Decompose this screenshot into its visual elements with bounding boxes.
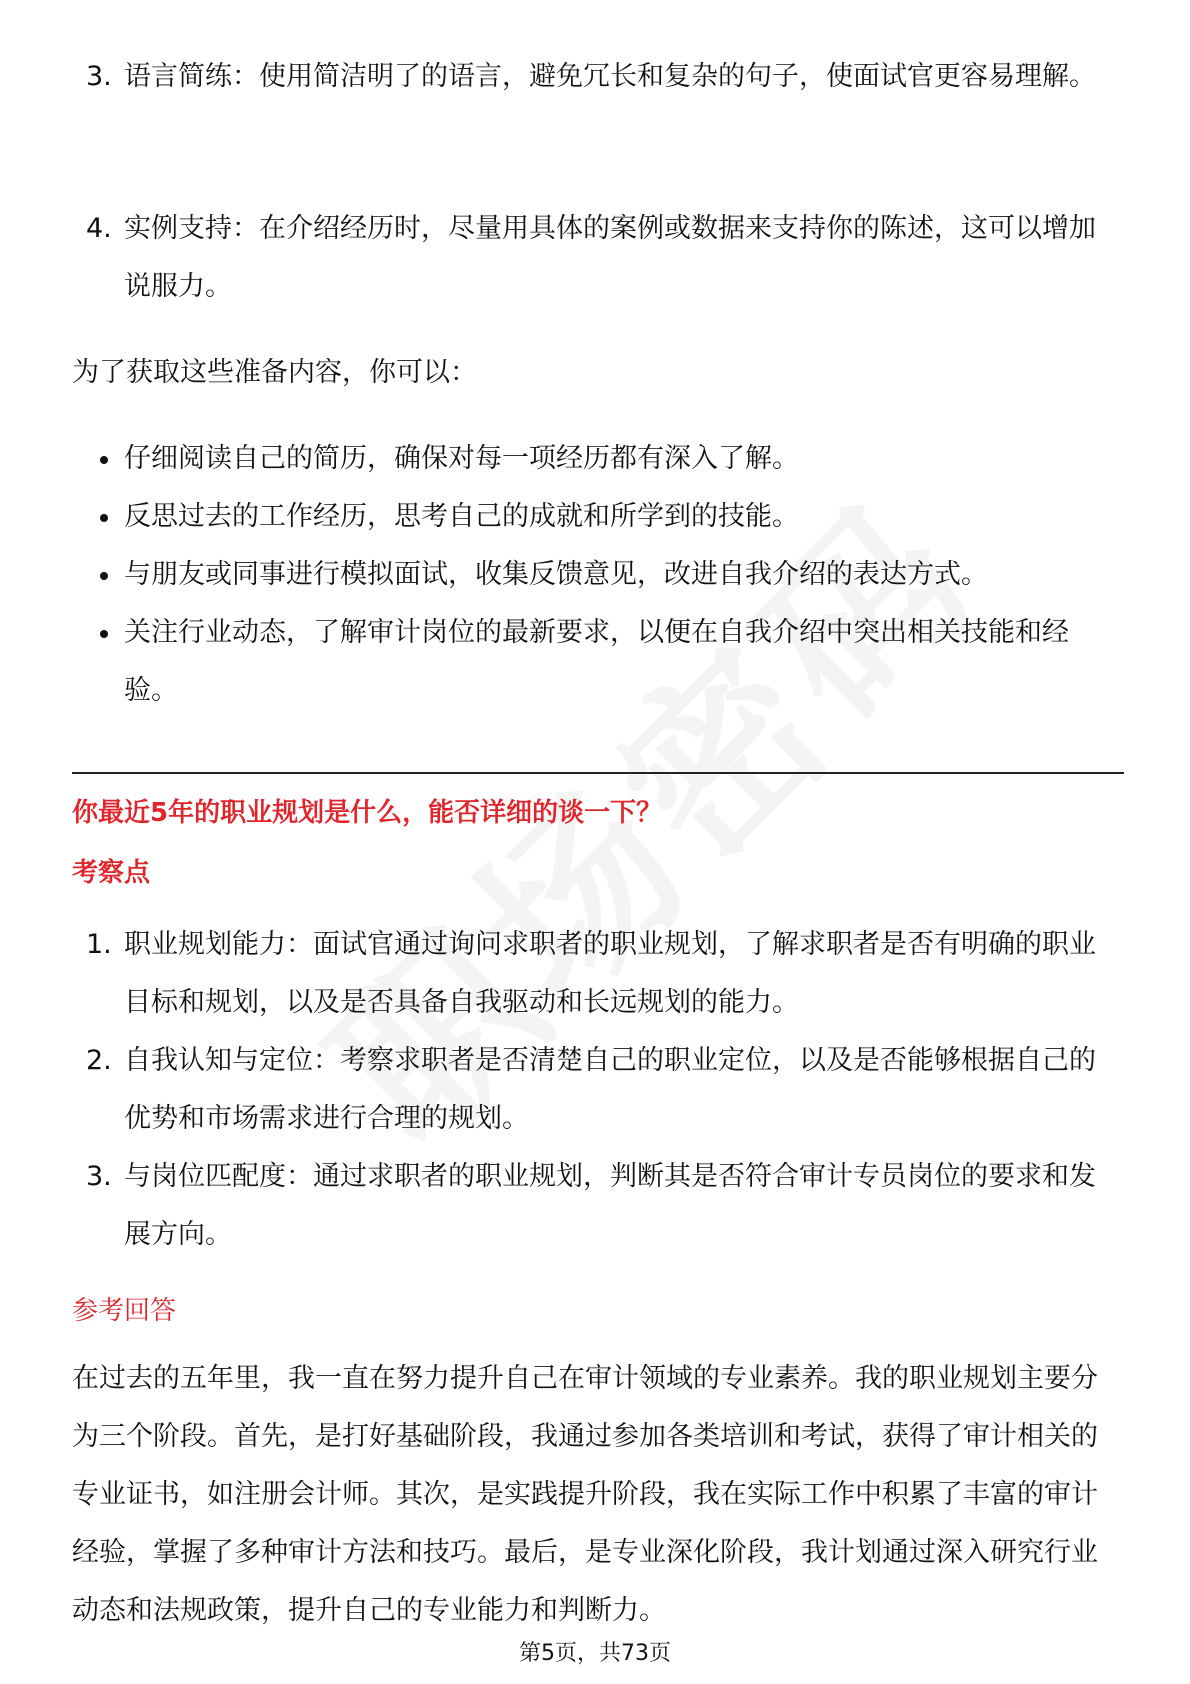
list-item <box>72 430 1122 488</box>
list-number: 3. <box>86 61 112 92</box>
answer-paragraph: 在过去的五年里，我一直在努力提升自己在审计领域的专业素养。我的职业规划主要分为三个阶段。首先，是打好基础阶段，我通过参加各类培训和考试，获得了审计相关的专业证书，如注册会计师。其次，是实践提升阶段，我在实际工作中积累了丰富的审计经验，掌握了多种审计方法和技巧。最后，是专业深化阶段，我计划通过深入研究行业动态和法规政策，提升自己的专业能力和判断力。 <box>72 1363 1098 1626</box>
bullet-dot <box>100 572 108 580</box>
list-text: 仔细阅读自己的简历，确保对每一项经历都有深入了解。 <box>124 443 799 474</box>
list-item <box>72 1032 1122 1148</box>
list-item <box>72 916 1122 1032</box>
prep-intro: 为了获取这些准备内容，你可以： <box>72 357 477 388</box>
list-number: 3. <box>86 1161 112 1192</box>
list-item <box>72 1148 1122 1264</box>
list-text: 语言简练：使用简洁明了的语言，避免冗长和复杂的句子，使面试官更容易理解。 <box>124 61 1096 92</box>
question-heading: 你最近5年的职业规划是什么，能否详细的谈一下？ <box>72 798 663 828</box>
list-item <box>72 604 1122 720</box>
answer-heading: 参考回答 <box>72 1296 177 1326</box>
bullet-dot <box>100 514 108 522</box>
list-text: 与岗位匹配度：通过求职者的职业规划，判断其是否符合审计专员岗位的要求和发展方向。 <box>124 1161 1096 1250</box>
list-number: 2. <box>86 1045 112 1076</box>
list-number: 4. <box>86 213 112 244</box>
page-footer: 第5页，共73页 <box>519 1641 671 1666</box>
list-text: 关注行业动态，了解审计岗位的最新要求，以便在自我介绍中突出相关技能和经验。 <box>124 617 1069 706</box>
section-divider <box>72 772 1124 774</box>
list-item <box>72 546 1122 604</box>
list-number: 1. <box>86 929 112 960</box>
list-text: 职业规划能力：面试官通过询问求职者的职业规划，了解求职者是否有明确的职业目标和规划，以及是否具备自我驱动和长远规划的能力。 <box>124 929 1096 1018</box>
focus-heading: 考察点 <box>72 858 151 888</box>
list-item <box>72 200 1122 316</box>
list-text: 实例支持：在介绍经历时，尽量用具体的案例或数据来支持你的陈述，这可以增加说服力。 <box>124 213 1096 302</box>
bullet-dot <box>100 630 108 638</box>
bullet-dot <box>100 456 108 464</box>
prep-bullet-list <box>72 430 1122 720</box>
list-text: 自我认知与定位：考察求职者是否清楚自己的职业定位，以及是否能够根据自己的优势和市场需求进行合理的规划。 <box>124 1045 1096 1134</box>
list-text: 反思过去的工作经历，思考自己的成就和所学到的技能。 <box>124 501 799 532</box>
list-item <box>72 48 1122 106</box>
list-item <box>72 488 1122 546</box>
list-text: 与朋友或同事进行模拟面试，收集反馈意见，改进自我介绍的表达方式。 <box>124 559 988 590</box>
